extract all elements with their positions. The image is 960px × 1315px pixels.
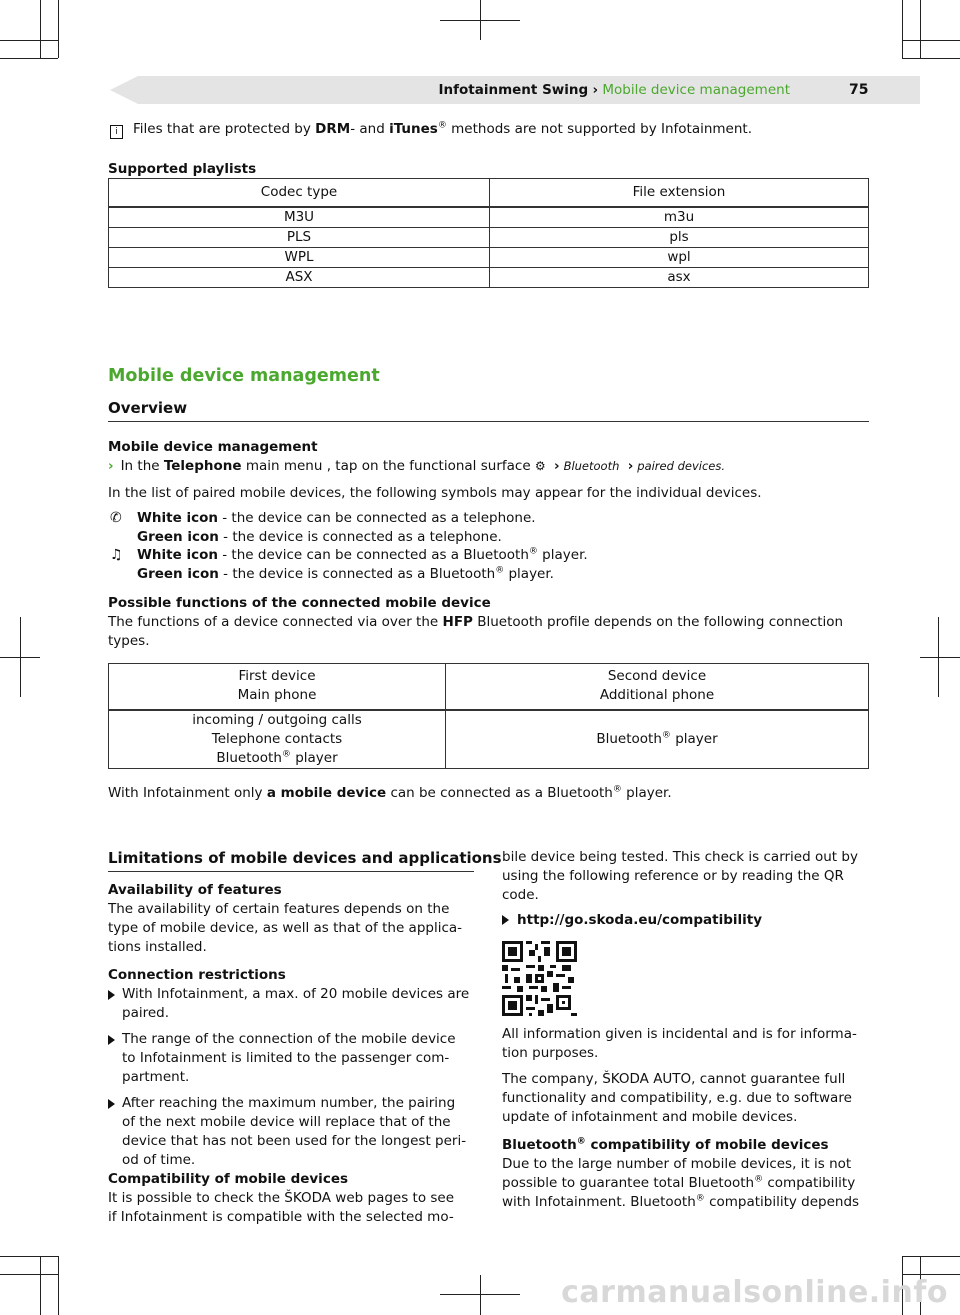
- mdm-intro: In the list of paired mobile devices, the following symbols may appear for the individual devices.: [108, 485, 762, 501]
- divider: [108, 421, 869, 422]
- watermark: carmanualsonline.info: [561, 1275, 948, 1310]
- list-item: With Infotainment, a max. of 20 mobile devices are paired.: [108, 985, 469, 1023]
- music-green-line: Green icon - the device is connected as a Bluetooth® player.: [137, 565, 554, 582]
- compatibility-text: It is possible to check the ŠKODA web pages to see if Infotainment is compatible with the selected mo-: [108, 1190, 455, 1225]
- compat-continued: bile device being tested. This check is carried out by using the following reference or by reading the QR code.: [502, 849, 858, 903]
- mdm-step: › In the Telephone main menu , tap on the functional surface ⚙ › Bluetooth › paired devices.: [108, 458, 725, 474]
- list-item: After reaching the maximum number, the pairing of the next mobile device will replace that of the device that has not been used for the longest peri- od of time.: [108, 1094, 469, 1170]
- functions-text: The functions of a device connected via over the HFP Bluetooth profile depends on the following connection: [108, 614, 844, 630]
- limitations-title: Limitations of mobile devices and applications: [108, 849, 502, 867]
- availability-heading: Availability of features: [108, 882, 282, 898]
- table-row: M3U m3u: [109, 207, 869, 228]
- functions-text-2: types.: [108, 633, 150, 649]
- header-section: Infotainment Swing: [438, 82, 589, 98]
- table-header: File extension: [490, 179, 869, 207]
- device-table: [108, 663, 869, 769]
- phone-icon: ✆: [110, 510, 122, 526]
- bt-compat-text: Due to the large number of mobile devices, it is not possible to guarantee total Bluetooth® compatibility with Infotainment. Bluetooth® compatibility depends: [502, 1156, 860, 1210]
- list-item: The range of the connection of the mobile device to Infotainment is limited to the passenger com- partment.: [108, 1030, 469, 1087]
- table-header: First device Main phone: [109, 664, 446, 710]
- table-row: PLS pls: [109, 227, 869, 247]
- company-note: The company, ŠKODA AUTO, cannot guarantee full functionality and compatibility, e.g. due to software update of infotainment and mobile devices.: [502, 1071, 852, 1125]
- section-title: Mobile device management: [108, 366, 380, 386]
- table-row: incoming / outgoing calls Telephone contacts Bluetooth® player Bluetooth® player: [109, 710, 869, 769]
- music-white-line: White icon - the device can be connected as a Bluetooth® player.: [137, 546, 588, 563]
- mdm-heading: Mobile device management: [108, 439, 318, 455]
- connection-list: [108, 985, 469, 1170]
- playlists-table: [108, 178, 869, 288]
- running-header: Infotainment Swing › Mobile device management: [438, 82, 790, 98]
- drm-note: i Files that are protected by DRM- and iTunes® methods are not supported by Infotainment.: [110, 120, 752, 139]
- phone-green-line: Green icon - the device is connected as a telephone.: [137, 529, 502, 545]
- connection-heading: Connection restrictions: [108, 967, 286, 983]
- table-header: Codec type: [109, 179, 490, 207]
- only-note: With Infotainment only a mobile device can be connected as a Bluetooth® player.: [108, 784, 672, 801]
- gear-icon[interactable]: ⚙: [534, 459, 546, 473]
- phone-white-line: White icon - the device can be connected as a telephone.: [137, 510, 536, 526]
- table-row: WPL wpl: [109, 247, 869, 267]
- page-number: 75: [849, 82, 869, 98]
- music-note-icon: ♫: [110, 547, 123, 563]
- bt-compat-heading: Bluetooth® compatibility of mobile devices: [502, 1136, 829, 1153]
- divider: [108, 871, 474, 872]
- header-chapter: Mobile device management: [602, 82, 790, 98]
- playlists-title: Supported playlists: [108, 161, 257, 177]
- table-row: ASX asx: [109, 267, 869, 287]
- table-header: Second device Additional phone: [446, 664, 869, 710]
- compatibility-heading: Compatibility of mobile devices: [108, 1171, 349, 1187]
- compatibility-link[interactable]: http://go.skoda.eu/compatibility: [502, 911, 762, 930]
- availability-text: The availability of certain features depends on the type of mobile device, as well as that of the applica- tions installed.: [108, 901, 463, 955]
- functions-heading: Possible functions of the connected mobile device: [108, 595, 491, 611]
- section-subtitle: Overview: [108, 399, 188, 417]
- incidental-note: All information given is incidental and is for informa- tion purposes.: [502, 1026, 857, 1061]
- info-icon: i: [110, 125, 123, 139]
- qr-code: [502, 941, 577, 1016]
